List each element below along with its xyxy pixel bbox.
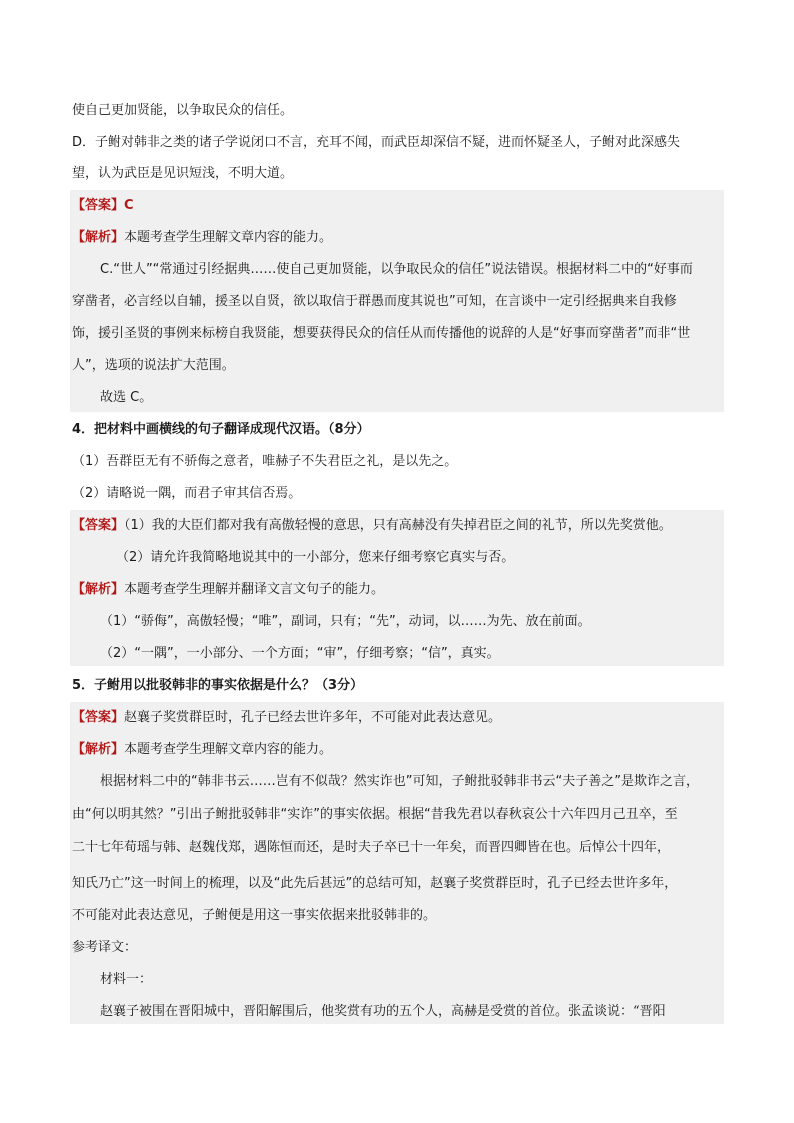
translation-label: 参考译文： <box>72 940 138 955</box>
analysis-tag: 【解析】 <box>72 230 125 245</box>
analysis-tag: 【解析】 <box>72 742 125 757</box>
option-d-line1: D．子鲋对韩非之类的诸子学说闭口不言，充耳不闻，而武臣却深信不疑，进而怀疑圣人，子鲋对此深感失 <box>72 135 681 150</box>
q3-analysis-p2: 穿凿者，必言经以自辅，援圣以自贤，欲以取信于群愚而度其说也”可知，在言谈中一定引经据典来自我修 <box>72 294 677 309</box>
q5-analysis-p3: 二十七年荀瑶与韩、赵魏伐郑，遇陈恒而还，是时夫子卒已十一年矣，而晋四卿皆在也。后悼公十四年， <box>72 840 671 855</box>
translation-text: 赵襄子被围在晋阳城中，晋阳解围后，他奖赏有功的五个人，高赫是受赏的首位。张孟谈说：“晋阳 <box>100 1004 666 1019</box>
q3-answer <box>72 197 134 215</box>
q4-title: 4．把材料中画横线的句子翻译成现代汉语。（8分） <box>72 422 370 437</box>
answer-tag: 【答案】 <box>72 198 125 213</box>
q3-analysis-heading <box>72 229 332 247</box>
q4-answer-1 <box>72 517 672 535</box>
analysis-tag: 【解析】 <box>72 582 125 597</box>
q4-analysis-heading <box>72 581 384 599</box>
answer-tag: 【答案】 <box>72 518 125 533</box>
q5-analysis-p4: 知氏乃亡”这一时间上的梳理，以及“此先后甚远”的总结可知，赵襄子奖赏群臣时，孔子已经去世许多年， <box>72 876 678 891</box>
q4-answer-text-1: （1）我的大臣们都对我有高傲轻慢的意思，只有高赫没有失掉君臣之间的礼节，所以先奖赏他。 <box>124 518 672 533</box>
option-d-line2: 望，认为武臣是见识短浅，不明大道。 <box>72 166 294 181</box>
q5-analysis-heading <box>72 741 332 759</box>
q3-analysis-p3: 饰，援引圣贤的事例来标榜自我贤能，想要获得民众的信任从而传播他的说辞的人是“好事而穿凿者”而非“世 <box>72 326 691 341</box>
q5-analysis-p5: 不可能对此表达意见，子鲋便是用这一事实依据来批驳韩非的。 <box>72 908 437 923</box>
q4-analysis-1: （1）“骄侮”，高傲轻慢；“唯”，副词，只有；“先”，动词，以……为先、放在前面。 <box>100 614 591 629</box>
q4-analysis-intro: 本题考查学生理解并翻译文言文句子的能力。 <box>124 582 385 597</box>
q5-title: 5．子鲋用以批驳韩非的事实依据是什么？（3分） <box>72 678 364 693</box>
q3-analysis-p1: C.“世人”“常通过引经据典……使自己更加贤能，以争取民众的信任”说法错误。根据材料二中的“好事而 <box>100 262 693 277</box>
q5-analysis-p2: 由“何以明其然？”引出子鲋批驳韩非“实诈”的事实依据。根据“昔我先君以春秋哀公十六年四月己丑卒，至 <box>72 807 678 822</box>
q4-sentence-1: （1）吾群臣无有不骄侮之意者，唯赫子不失君臣之礼，是以先之。 <box>72 454 458 469</box>
q4-analysis-2: （2）“一隅”，一小部分、一个方面；“审”，仔细考察；“信”，真实。 <box>100 646 500 661</box>
q4-sentence-2: （2）请略说一隅，而君子审其信否焉。 <box>72 486 302 501</box>
option-c-tail: 使自己更加贤能，以争取民众的信任。 <box>72 103 294 118</box>
answer-value: C <box>124 198 134 213</box>
translation-material-label: 材料一： <box>100 972 153 987</box>
q5-answer <box>72 709 501 727</box>
analysis-intro: 本题考查学生理解文章内容的能力。 <box>124 230 333 245</box>
answer-tag: 【答案】 <box>72 710 125 725</box>
q5-analysis-intro: 本题考查学生理解文章内容的能力。 <box>124 742 333 757</box>
q5-analysis-p1: 根据材料二中的“韩非书云……岂有不似哉？然实诈也”可知，子鲋批驳韩非书云“夫子善之”是欺诈之言， <box>100 774 699 789</box>
q3-conclusion: 故选 C。 <box>100 390 153 405</box>
q3-analysis-p4: 人”，选项的说法扩大范围。 <box>72 358 235 373</box>
q5-answer-text: 赵襄子奖赏群臣时，孔子已经去世许多年，不可能对此表达意见。 <box>124 710 502 725</box>
q4-answer-2: （2）请允许我简略地说其中的一小部分，您来仔细考察它真实与否。 <box>116 550 515 565</box>
